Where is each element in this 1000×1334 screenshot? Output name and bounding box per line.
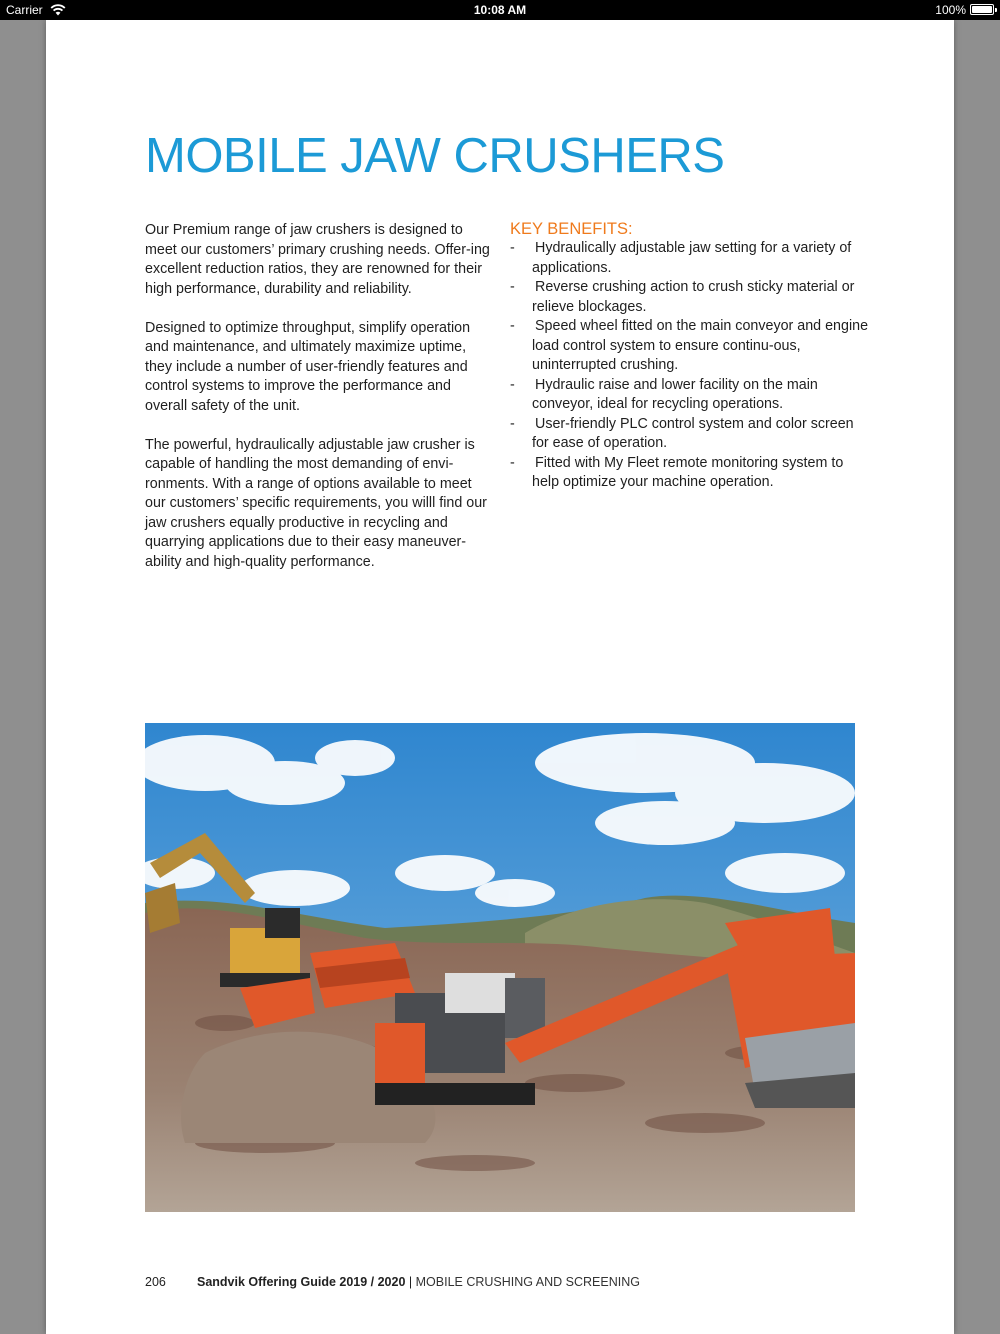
section-title: MOBILE CRUSHING AND SCREENING [415, 1275, 640, 1289]
benefit-item [510, 454, 870, 493]
page-title: MOBILE JAW CRUSHERS [145, 129, 725, 183]
benefit-text: Hydraulic raise and lower facility on the main conveyor, ideal for recycling operations. [532, 376, 818, 412]
bullet-dash: - [510, 240, 515, 256]
battery-percent: 100% [935, 3, 966, 17]
intro-column [145, 221, 495, 592]
bullet-dash: - [510, 415, 515, 432]
benefits-column [510, 219, 870, 493]
benefit-item [510, 239, 870, 278]
crusher-photo [145, 723, 855, 1212]
benefit-item [510, 317, 870, 376]
carrier-label: Carrier [6, 3, 43, 17]
page-footer [145, 1275, 640, 1289]
status-bar [0, 0, 1000, 20]
guide-title: Sandvik Offering Guide 2019 / 2020 [197, 1275, 406, 1289]
benefits-list [510, 239, 870, 493]
benefit-item [510, 278, 870, 317]
document-page[interactable] [46, 20, 954, 1334]
benefits-heading: KEY BENEFITS: [510, 220, 633, 238]
benefit-text: Fitted with My Fleet remote monitoring system to help optimize your machine operation. [532, 454, 844, 490]
intro-paragraph: Our Premium range of jaw crushers is designed to meet our customers’ primary crushing needs. Offer-ing excellent reduction ratios, they are renowned for their high performance, durability and reliability. [145, 222, 490, 297]
footer-separator: | [405, 1275, 416, 1289]
intro-paragraph: Designed to optimize throughput, simplify operation and maintenance, and ultimately maximize uptime, they include a number of user-friendly features and control systems to improve the performance and overall safety of the unit. [145, 319, 471, 414]
benefit-item [510, 415, 870, 454]
clock: 10:08 AM [473, 3, 527, 17]
bullet-dash: - [510, 454, 515, 471]
bullet-dash: - [510, 376, 515, 393]
benefit-text: User-friendly PLC control system and color screen for ease of operation. [532, 415, 854, 451]
benefit-text: Reverse crushing action to crush sticky material or relieve blockages. [532, 279, 855, 315]
battery-icon [970, 4, 994, 15]
bullet-dash: - [510, 279, 515, 295]
benefit-text: Hydraulically adjustable jaw setting for a variety of applications. [532, 240, 852, 276]
benefit-item [510, 376, 870, 415]
intro-paragraph: The powerful, hydraulically adjustable jaw crusher is capable of handling the most demanding of envi-ronments. With a range of options available to meet our customers’ specific requirements, you willl find our jaw crushers equally productive in recycling and quarrying applications due to their easy maneuver-ability and high-quality performance. [145, 436, 487, 570]
benefit-text: Speed wheel fitted on the main conveyor and engine load control system to ensure continu-ous, uninterrupted crushing. [532, 318, 869, 373]
page-number: 206 [145, 1275, 166, 1289]
bullet-dash: - [510, 318, 515, 334]
